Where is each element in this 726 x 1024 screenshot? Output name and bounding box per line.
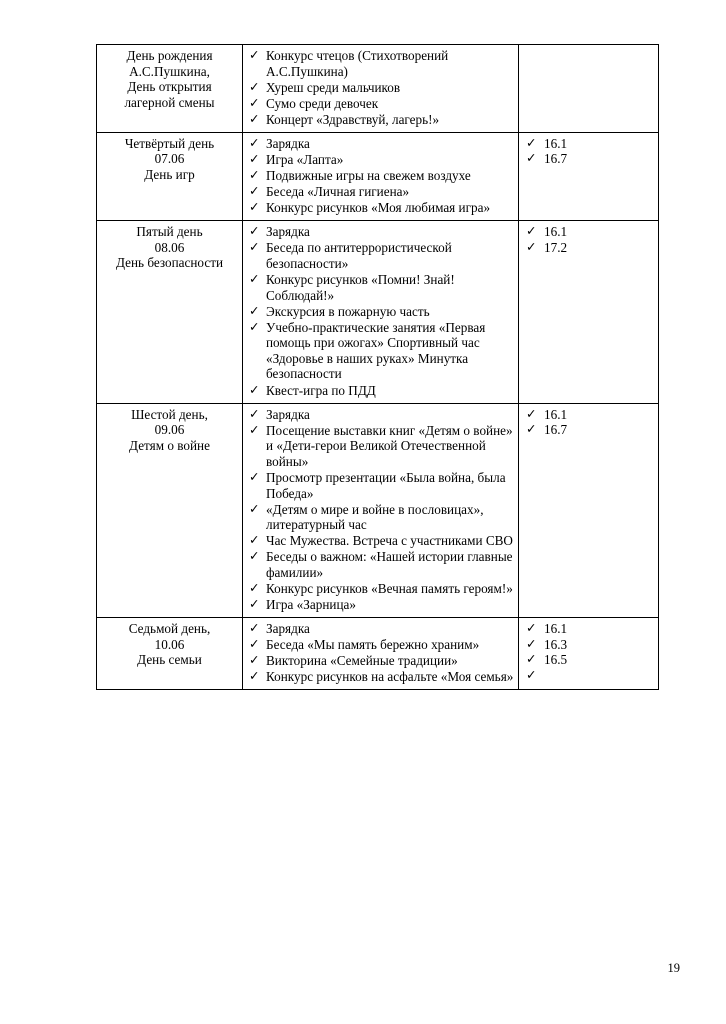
check-icon: ✓ [249, 637, 260, 652]
check-icon: ✓ [249, 79, 260, 94]
day-cell [97, 403, 243, 618]
check-icon: ✓ [526, 667, 537, 682]
activity-text: «Детям о мире и войне в пословицах», литературный час [266, 501, 484, 533]
list-item [247, 184, 514, 200]
list-item [247, 653, 514, 669]
code-text: 16.7 [544, 151, 568, 167]
code-text: 17.2 [544, 239, 568, 255]
list-item [247, 320, 514, 382]
table-row [97, 45, 659, 133]
activity-text: Беседа «Мы память бережно храним» [266, 637, 480, 653]
code-text: 16.5 [544, 652, 568, 668]
list-item [247, 304, 514, 320]
day-cell [97, 221, 243, 403]
day-cell [97, 132, 243, 220]
activity-text: Зарядка [266, 621, 310, 637]
list-item [247, 240, 514, 271]
list-item [247, 272, 514, 303]
day-line: лагерной смены [124, 94, 215, 110]
check-icon: ✓ [249, 382, 260, 397]
list-item [523, 151, 654, 167]
list-item [247, 383, 514, 399]
day-line: День игр [144, 167, 195, 183]
code-text: 16.1 [544, 406, 568, 422]
check-icon: ✓ [249, 581, 260, 595]
code-text: 16.1 [544, 135, 568, 151]
activities-cell [243, 618, 519, 690]
check-icon: ✓ [249, 48, 260, 62]
list-item [247, 533, 514, 549]
day-line: День рождения [126, 48, 213, 63]
day-line: День открытия [127, 79, 212, 95]
code-text: 16.7 [544, 422, 568, 438]
activities-cell [243, 45, 519, 133]
list-item [247, 152, 514, 168]
code-text: 16.1 [544, 621, 568, 637]
day-line: День безопасности [115, 255, 224, 271]
list-item [247, 168, 514, 184]
list-item [247, 581, 514, 597]
check-icon: ✓ [249, 168, 260, 183]
check-icon: ✓ [249, 151, 260, 166]
codes-cell [519, 132, 659, 220]
page-number: 19 [667, 961, 680, 975]
day-line: Шестой день, [131, 406, 208, 422]
check-icon: ✓ [249, 533, 260, 548]
list-item [523, 652, 654, 668]
check-icon: ✓ [249, 303, 260, 318]
check-icon: ✓ [526, 422, 537, 437]
list-item [523, 240, 654, 256]
list-item [247, 423, 514, 470]
table-row [97, 221, 659, 403]
activity-text: Зарядка [266, 135, 310, 151]
codes-list [523, 136, 654, 167]
check-icon: ✓ [249, 184, 260, 199]
list-item [247, 502, 514, 533]
activity-text: Викторина «Семейные традиции» [266, 653, 458, 669]
check-icon: ✓ [526, 135, 537, 150]
activity-text: Квест-игра по ПДД [266, 382, 376, 398]
activities-cell [243, 403, 519, 618]
list-item [523, 637, 654, 653]
list-item [523, 422, 654, 438]
codes-list [523, 224, 654, 255]
activity-text: Конкурс рисунков «Вечная память героям!» [266, 581, 513, 596]
day-line: Седьмой день, [128, 621, 211, 637]
code-text: 16.1 [544, 224, 568, 240]
check-icon: ✓ [526, 636, 537, 651]
activity-text: Беседа по антитеррористической безопасности» [266, 240, 452, 271]
activity-text: Зарядка [266, 406, 310, 422]
activity-text: Хуреш среди мальчиков [266, 79, 401, 95]
list-item [247, 637, 514, 653]
day-line: 09.06 [154, 422, 185, 438]
list-item [247, 200, 514, 216]
list-item [523, 136, 654, 152]
list-item [247, 224, 514, 240]
list-item [247, 48, 514, 79]
activity-text: Беседы о важном: «Нашей истории главные фамилии» [266, 549, 513, 580]
activities-cell [243, 221, 519, 403]
activity-text: Концерт «Здравствуй, лагерь!» [266, 111, 440, 127]
check-icon: ✓ [249, 469, 260, 484]
check-icon: ✓ [249, 200, 260, 215]
check-icon: ✓ [249, 621, 260, 636]
check-icon: ✓ [249, 422, 260, 437]
table-row [97, 403, 659, 618]
day-line: День семьи [137, 652, 202, 668]
activity-text: Беседа «Личная гигиена» [266, 184, 410, 200]
check-icon: ✓ [249, 135, 260, 150]
table-body [97, 45, 659, 690]
camp-schedule-table [96, 44, 659, 690]
list-item [247, 669, 514, 685]
check-icon: ✓ [526, 621, 537, 636]
check-icon: ✓ [249, 501, 260, 516]
list-item [247, 136, 514, 152]
list-item [247, 597, 514, 613]
activity-text: Сумо среди девочек [266, 95, 379, 111]
check-icon: ✓ [526, 239, 537, 254]
check-icon: ✓ [249, 319, 260, 334]
list-item [247, 96, 514, 112]
table-row [97, 132, 659, 220]
activity-text: Зарядка [266, 224, 310, 240]
activity-text: Просмотр презентации «Была война, была Победа» [266, 469, 506, 501]
check-icon: ✓ [526, 224, 537, 239]
check-icon: ✓ [249, 669, 260, 684]
day-line: Детям о войне [129, 437, 210, 453]
day-line: Пятый день [136, 224, 203, 240]
list-item [247, 407, 514, 423]
activities-list [247, 407, 514, 613]
check-icon: ✓ [526, 652, 537, 667]
check-icon: ✓ [249, 549, 260, 564]
codes-list [523, 407, 654, 438]
activity-text: Игра «Лапта» [266, 151, 344, 167]
activity-text: Учебно-практические занятия «Первая помощь при ожогах» Спортивный час «Здоровье в наших руках» Минутка безопасности [266, 319, 486, 382]
day-line: А.С.Пушкина, [129, 63, 210, 79]
activity-text: Экскурсия в пожарную часть [266, 303, 430, 319]
check-icon: ✓ [249, 224, 260, 239]
activities-cell [243, 132, 519, 220]
list-item [523, 407, 654, 423]
codes-cell [519, 45, 659, 133]
activity-text: Игра «Зарница» [266, 597, 356, 613]
codes-list [523, 621, 654, 682]
check-icon: ✓ [249, 240, 260, 255]
list-item [247, 80, 514, 96]
check-icon: ✓ [249, 95, 260, 110]
check-icon: ✓ [249, 272, 260, 287]
activity-text: Конкурс рисунков «Моя любимая игра» [266, 200, 491, 216]
check-icon: ✓ [526, 151, 537, 166]
activity-text: Час Мужества. Встреча с участниками СВО [266, 533, 513, 549]
activities-list [247, 136, 514, 216]
day-line: Четвёртый день [124, 135, 215, 151]
day-line: 07.06 [154, 151, 185, 167]
day-cell [97, 618, 243, 690]
codes-cell [519, 221, 659, 403]
list-item [247, 470, 514, 501]
activity-text: Конкурс чтецов (Стихотворений А.С.Пушкина) [266, 48, 449, 79]
list-item [247, 621, 514, 637]
day-cell [97, 45, 243, 133]
codes-cell [519, 403, 659, 618]
check-icon: ✓ [249, 111, 260, 126]
check-icon: ✓ [249, 406, 260, 421]
codes-cell [519, 618, 659, 690]
activity-text: Конкурс рисунков «Помни! Знай! Соблюдай!» [266, 272, 455, 303]
list-item [523, 224, 654, 240]
activity-text: Посещение выставки книг «Детям о войне» и «Дети-герои Великой Отечественной войны» [266, 422, 513, 469]
activity-text: Подвижные игры на свежем воздухе [266, 168, 471, 184]
activity-text: Конкурс рисунков на асфальте «Моя семья» [266, 669, 514, 685]
day-line: 08.06 [154, 239, 185, 255]
check-icon: ✓ [526, 406, 537, 421]
code-text: 16.3 [544, 636, 568, 652]
list-item [523, 621, 654, 637]
activities-list [247, 224, 514, 398]
activities-list [247, 48, 514, 127]
day-line: 10.06 [154, 636, 185, 652]
check-icon: ✓ [249, 653, 260, 668]
list-item [247, 112, 514, 128]
check-icon: ✓ [249, 597, 260, 612]
activities-list [247, 621, 514, 685]
list-item [247, 549, 514, 580]
table-row [97, 618, 659, 690]
